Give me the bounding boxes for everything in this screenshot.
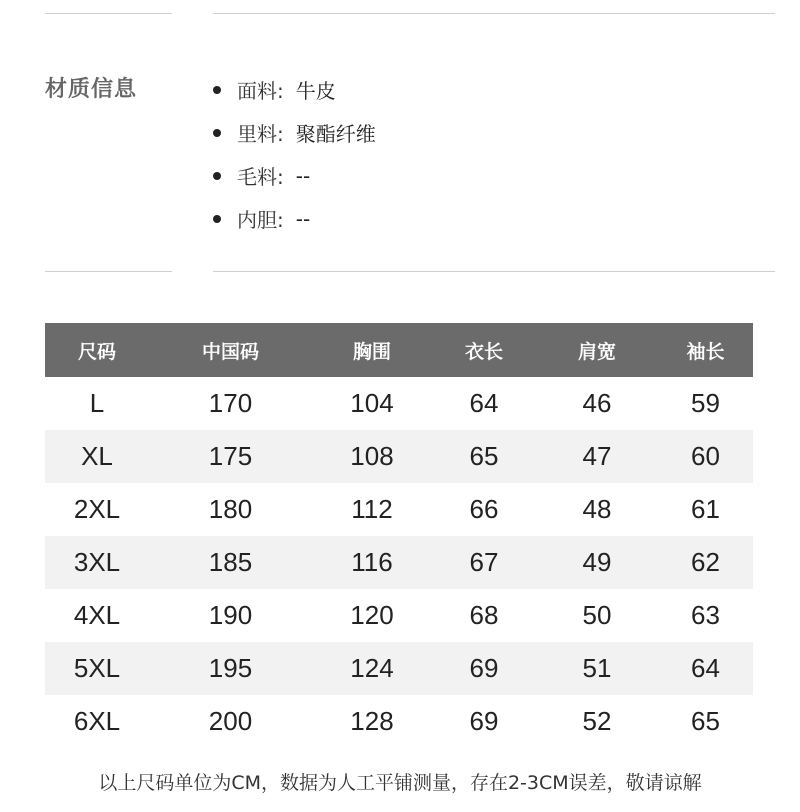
cell-size: XL <box>81 441 113 471</box>
material-label: 面料: <box>237 79 284 103</box>
cell-china-size: 200 <box>208 706 253 736</box>
cell-length: 65 <box>469 441 499 471</box>
cell-chest: 128 <box>350 706 394 736</box>
cell-length: 69 <box>469 706 499 736</box>
cell-chest: 124 <box>350 653 394 683</box>
material-label: 内胆: <box>237 208 284 232</box>
cell-sleeve: 61 <box>691 494 720 524</box>
cell-china-size: 170 <box>208 388 253 418</box>
material-label: 毛料: <box>237 165 284 189</box>
material-value: -- <box>295 163 311 188</box>
cell-sleeve: 59 <box>691 388 720 418</box>
header-length: 衣长 <box>464 340 503 363</box>
table-row <box>45 589 753 642</box>
cell-shoulder: 46 <box>582 388 612 418</box>
table-row <box>45 695 753 748</box>
bullet-icon <box>213 215 221 223</box>
material-item-inner <box>213 197 376 240</box>
cell-size: 3XL <box>73 547 121 577</box>
cell-chest: 108 <box>350 441 394 471</box>
cell-size: 2XL <box>73 494 121 524</box>
table-row <box>45 377 753 430</box>
cell-length: 69 <box>469 653 499 683</box>
top-divider-right <box>213 13 775 14</box>
top-divider-left <box>45 13 172 14</box>
table-body <box>45 377 753 748</box>
material-list <box>213 68 376 240</box>
material-label: 里料: <box>237 122 284 146</box>
cell-size: 4XL <box>73 600 121 630</box>
table-header-row <box>45 323 753 377</box>
cell-size: 6XL <box>73 706 121 736</box>
cell-chest: 116 <box>351 547 393 577</box>
cell-size: 5XL <box>73 653 121 683</box>
cell-shoulder: 49 <box>582 547 612 577</box>
material-value: -- <box>295 206 311 231</box>
cell-shoulder: 52 <box>582 706 612 736</box>
cell-china-size: 175 <box>208 441 253 471</box>
header-china-size: 中国码 <box>201 340 259 363</box>
bullet-icon <box>213 86 221 94</box>
cell-length: 66 <box>469 494 499 524</box>
bottom-divider-left <box>45 271 172 272</box>
header-chest: 胸围 <box>352 340 391 363</box>
cell-sleeve: 60 <box>691 441 720 471</box>
cell-length: 68 <box>469 600 499 630</box>
material-item-fabric <box>213 68 376 111</box>
measurement-footnote: 以上尺码单位为CM，数据为人工平铺测量，存在2-3CM误差，敬请谅解 <box>98 772 702 794</box>
size-table <box>45 323 753 748</box>
cell-sleeve: 63 <box>691 600 720 630</box>
cell-sleeve: 65 <box>691 706 720 736</box>
table-row <box>45 536 753 589</box>
table-row <box>45 483 753 536</box>
material-item-fur <box>213 154 376 197</box>
material-section-title: 材质信息 <box>45 77 138 102</box>
header-sleeve: 袖长 <box>686 340 725 363</box>
cell-sleeve: 62 <box>691 547 720 577</box>
material-value: 牛皮 <box>295 79 336 103</box>
bottom-divider-right <box>213 271 775 272</box>
cell-china-size: 180 <box>208 494 253 524</box>
cell-chest: 120 <box>350 600 394 630</box>
cell-shoulder: 51 <box>582 653 612 683</box>
bullet-icon <box>213 172 221 180</box>
header-shoulder: 肩宽 <box>577 340 616 363</box>
table-row <box>45 430 753 483</box>
cell-shoulder: 48 <box>582 494 612 524</box>
cell-size: L <box>89 388 105 418</box>
cell-china-size: 190 <box>208 600 253 630</box>
cell-china-size: 195 <box>208 653 253 683</box>
cell-length: 67 <box>469 547 499 577</box>
cell-length: 64 <box>469 388 499 418</box>
cell-chest: 112 <box>351 494 393 524</box>
cell-china-size: 185 <box>208 547 253 577</box>
cell-sleeve: 64 <box>691 653 720 683</box>
cell-shoulder: 50 <box>582 600 612 630</box>
material-value: 聚酯纤维 <box>295 122 376 146</box>
cell-shoulder: 47 <box>582 441 612 471</box>
table-row <box>45 642 753 695</box>
material-item-lining <box>213 111 376 154</box>
cell-chest: 104 <box>350 388 394 418</box>
header-size: 尺码 <box>77 340 116 363</box>
bullet-icon <box>213 129 221 137</box>
